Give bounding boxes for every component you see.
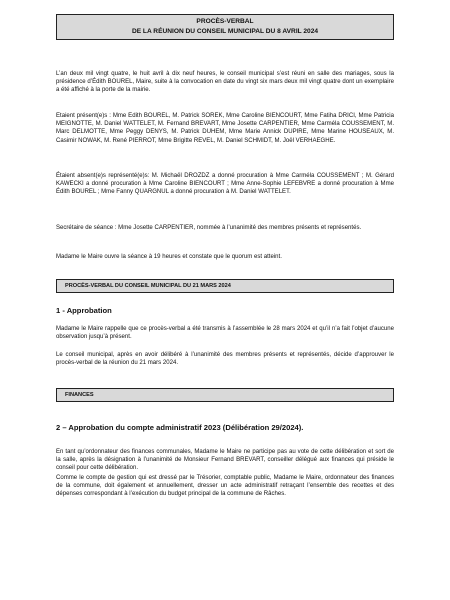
document-title: PROCÈS-VERBAL: [196, 18, 254, 25]
heading-compte-administratif: 2 – Approbation du compte administratif 2023 (Délibération 29/2024).: [56, 423, 304, 432]
attendees-present: Etaient présent(e)s : Mme Edith BOUREL, M. Patrick SOREK, Mme Caroline BIENCOURT, Mme Fatiha DRICI, Mme Patricia MEIGNOTTE, M. Daniel WATTELET, M. Fernand BREVART, Mme Josette CARPENTIER, Mme Carméla COUSSEMENT, M. Marc DELMOTTE, Mme Peggy DENYS, M. Patrick DUHEM, Mme Marie Annick DUPIRE, Mme Marine HOUSEAUX, M. Casimir NOWAK, M. René PIERROT, Mme Brigitte REVEL, M. Daniel SCHMIDT, M. Joël VERHAEGHE.: [56, 113, 394, 144]
session-opening: Madame le Maire ouvre la séance à 19 heures et constate que le quorum est atteint.: [56, 254, 282, 260]
pv-decision-paragraph: Le conseil municipal, après en avoir délibéré à l’unanimité des membres présents et représentés, décide d’approuver le procès-verbal de la réunion du 21 mars 2024.: [56, 352, 394, 367]
heading-approbation: 1 - Approbation: [56, 306, 112, 315]
session-secretary: Secrétaire de séance : Mme Josette CARPENTIER, nommée à l’unanimité des membres présents et représentés.: [56, 225, 362, 231]
document-subtitle: DE LA RÉUNION DU CONSEIL MUNICIPAL DU 8 AVRIL 2024: [131, 28, 319, 35]
ca-paragraph-2: Comme le compte de gestion qui est dressé par le Trésorier, comptable public, Madame le Maire, ordonnateur des finances de la commune, doit également et annuellement, dresser un acte administratif retraçant l’ensemble des recettes et des dépenses correspondant à l’exécution du budget principal de la commune de Râches.: [56, 475, 394, 498]
pv-recall-paragraph: Madame le Maire rappelle que ce procès-verbal a été transmis à l’assemblée le 28 mars 2024 et qu’il n’a fait l’objet d’aucune observation jusqu’à présent.: [56, 326, 394, 341]
ca-paragraph-1: En tant qu’ordonnateur des finances communales, Madame le Maire ne participe pas au vote de cette délibération et sort de la salle, après la désignation à l’unanimité de Monsieur Fernand BREVART, conseiller délégué aux finances qui préside le conseil pour cette délibération.: [56, 449, 394, 472]
section-pv-previous: PROCÈS-VERBAL DU CONSEIL MUNICIPAL DU 21 MARS 2024: [56, 279, 394, 293]
attendees-absent: Étaient absent(e)s représenté(e)s: M. Michaël DROZDZ a donné procuration à Mme Carméla COUSSEMENT ; M. Gérard KAWECKI a donné procuration à Mme Caroline BIENCOURT ; Mme Anne-Sophie LEFEBVRE a donné procuration à Mme Édith BOUREL ; Mme Fanny QUARGNUL a donné procuration à M. Daniel WATTELET.: [56, 173, 394, 196]
document-header: [56, 14, 394, 40]
opening-paragraph: L’an deux mil vingt quatre, le huit avril à dix neuf heures, le conseil municipal s’est réuni en salle des mariages, sous la présidence d’Édith BOUREL, Maire, suite à la convocation en date du vingt six mars deux mil vingt quatre dont un exemplaire a été affiché à la porte de la mairie.: [56, 71, 394, 94]
section-finances: FINANCES: [56, 388, 394, 402]
